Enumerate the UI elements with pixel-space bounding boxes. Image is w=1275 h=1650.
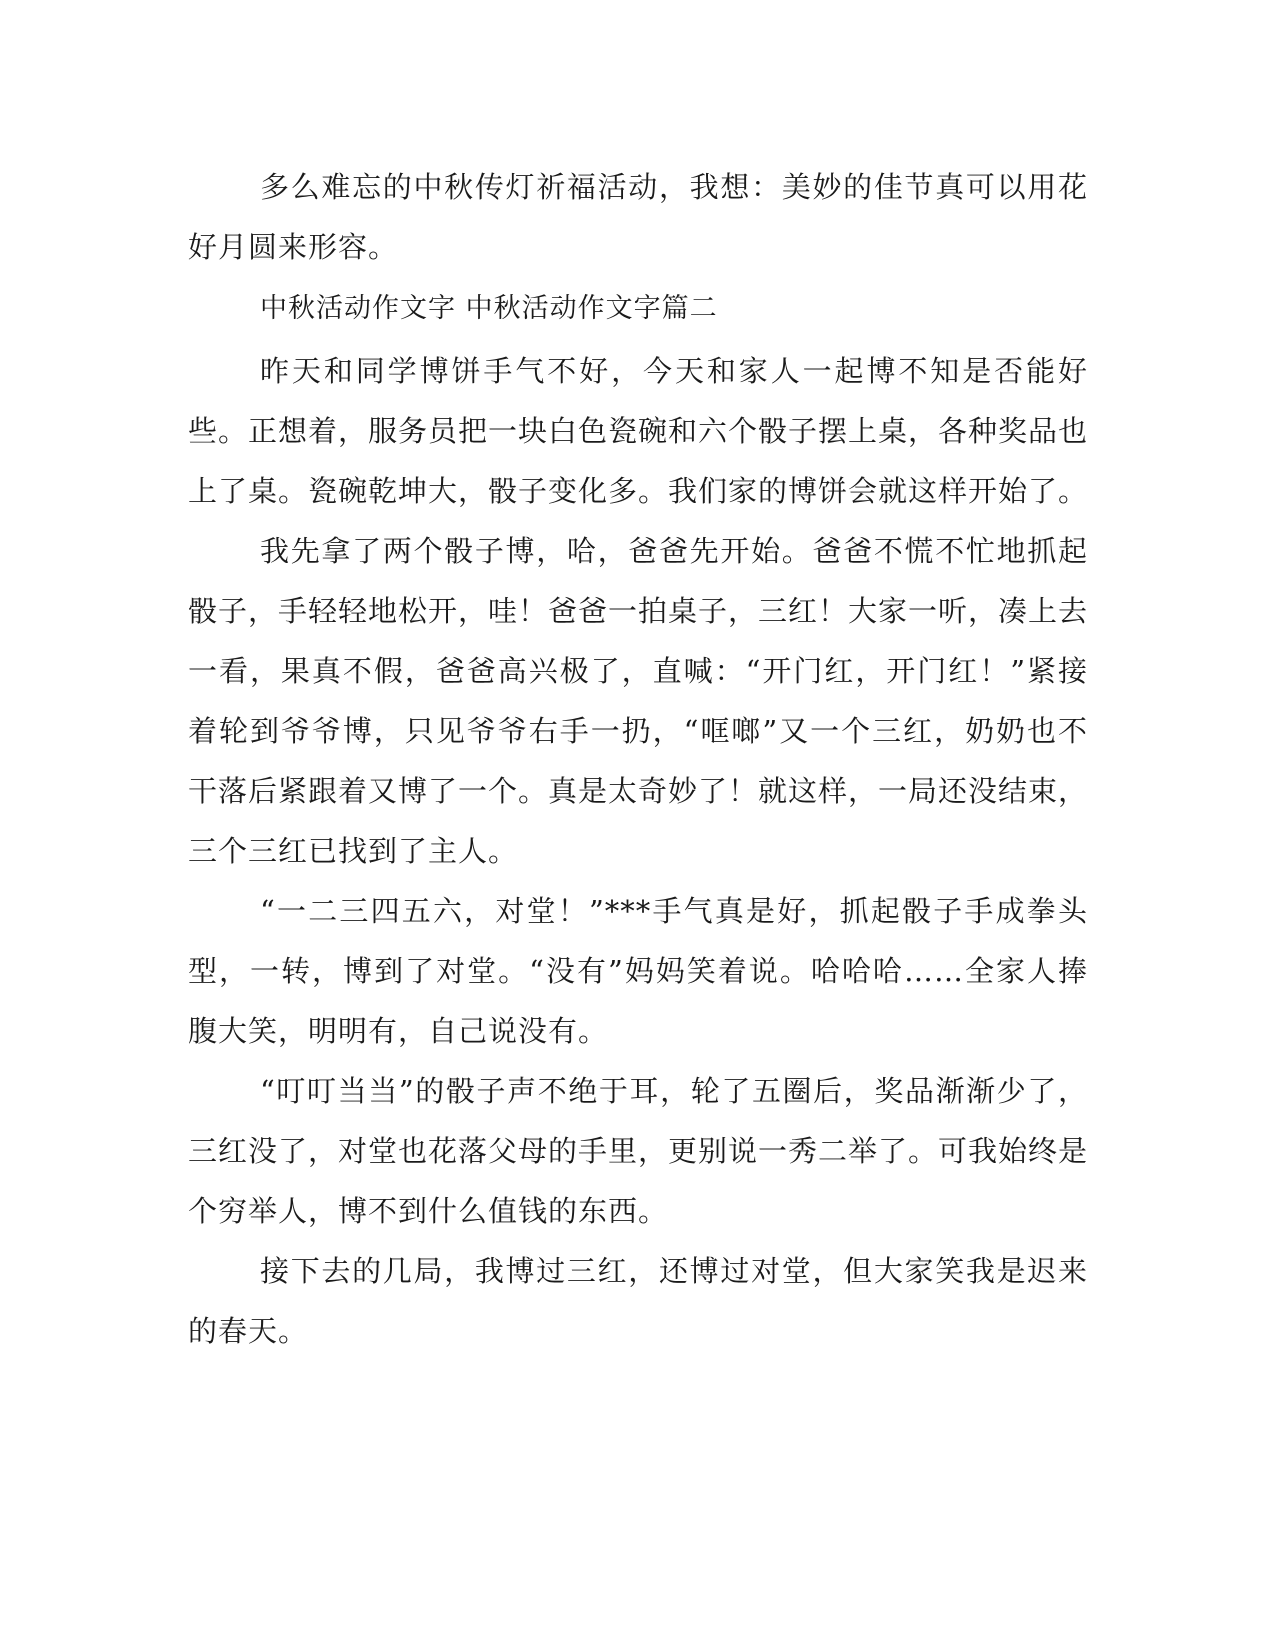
paragraph-duitang: “一二三四五六，对堂！”***手气真是好，抓起骰子手成拳头型，一转，博到了对堂。“没有”妈妈笑着说。哈哈哈……全家人捧腹大笑，明明有，自己说没有。 <box>188 894 1088 1048</box>
paragraph-intro: 昨天和同学博饼手气不好，今天和家人一起博不知是否能好些。正想着，服务员把一块白色瓷碗和六个骰子摆上桌，各种奖品也上了桌。瓷碗乾坤大，骰子变化多。我们家的博饼会就这样开始了。 <box>188 354 1089 508</box>
paragraph-ending: 接下去的几局，我博过三红，还博过对堂，但大家笑我是迟来的春天。 <box>188 1254 1088 1348</box>
section-heading: 中秋活动作文字 中秋活动作文字篇二 <box>260 293 718 324</box>
paragraph-closing-first-essay: 多么难忘的中秋传灯祈福活动，我想：美妙的佳节真可以用花好月圆来形容。 <box>188 170 1088 264</box>
paragraph-father-turn: 我先拿了两个骰子博，哈，爸爸先开始。爸爸不慌不忙地抓起骰子，手轻轻地松开，哇！爸爸一拍桌子，三红！大家一听，凑上去一看，果真不假，爸爸高兴极了，直喊：“开门红，开门红！”紧接着轮到爷爷博，只见爷爷右手一扔，“哐啷”又一个三红，奶奶也不干落后紧跟着又博了一个。真是太奇妙了！就这样，一局还没结束，三个三红已找到了主人。 <box>188 534 1089 868</box>
paragraph-dice-sound: “叮叮当当”的骰子声不绝于耳，轮了五圈后，奖品渐渐少了，三红没了，对堂也花落父母的手里，更别说一秀二举了。可我始终是个穷举人，博不到什么值钱的东西。 <box>188 1074 1089 1228</box>
document-body <box>188 157 1088 1361</box>
